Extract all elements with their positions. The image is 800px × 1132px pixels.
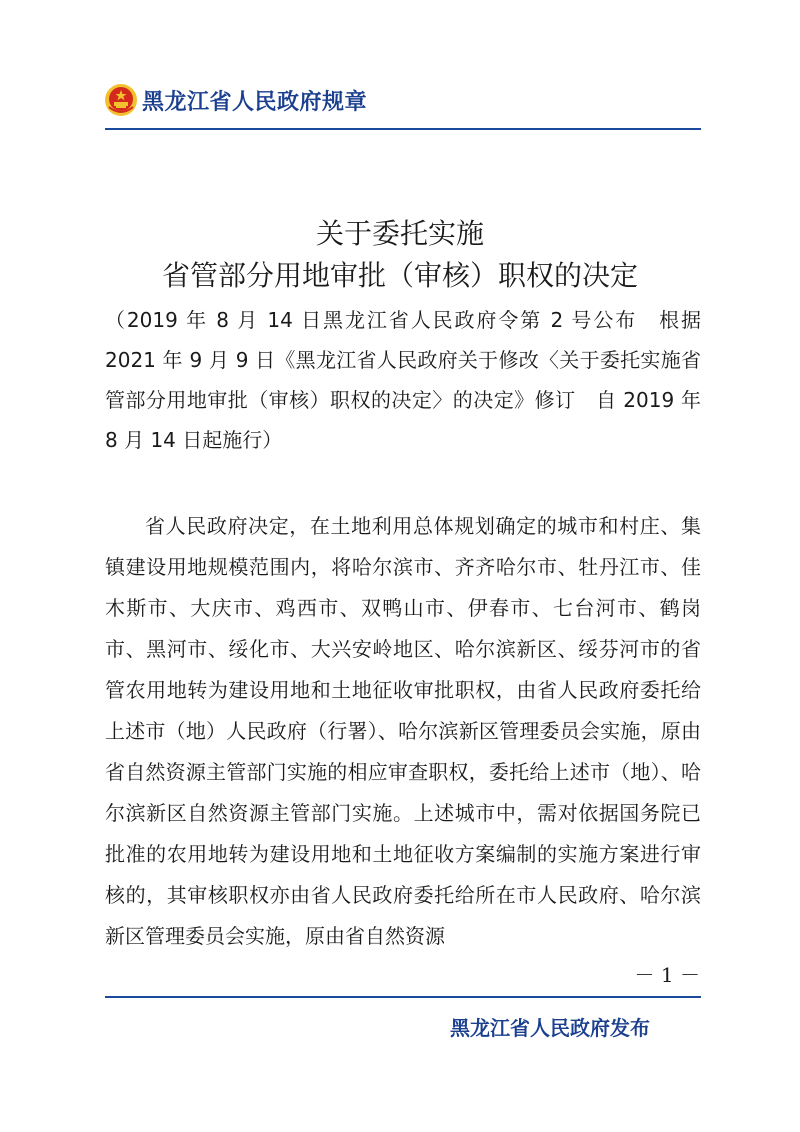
page-number: － 1 － bbox=[634, 963, 700, 987]
footer-publisher: 黑龙江省人民政府发布 bbox=[450, 1016, 650, 1040]
footer-divider bbox=[105, 996, 701, 998]
document-title-line1: 关于委托实施 bbox=[315, 217, 484, 250]
national-emblem-icon bbox=[104, 83, 138, 117]
header-divider bbox=[105, 128, 701, 130]
page-header bbox=[104, 82, 367, 118]
header-title: 黑龙江省人民政府规章 bbox=[142, 89, 368, 115]
document-note: （2019 年 8 月 14 日黑龙江省人民政府令第 2 号公布 根据 2021 年 9 月 9 日《黑龙江省人民政府关于修改〈关于委托实施省管部分用地审批（审核）职权的决定〉的决定》修订 自 2019 年 8 月 14 日起施行） bbox=[105, 308, 708, 452]
document-title-line2: 省管部分用地审批（审核）职权的决定 bbox=[161, 259, 638, 292]
document-body-paragraph: 省人民政府决定，在土地利用总体规划确定的城市和村庄、集镇建设用地规模范围内，将哈尔滨市、齐齐哈尔市、牡丹江市、佳木斯市、大庆市、鸡西市、双鸭山市、伊春市、七台河市、鹤岗市、黑河市、绥化市、大兴安岭地区、哈尔滨新区、绥芬河市的省管农用地转为建设用地和土地征收审批职权，由省人民政府委托给上述市（地）人民政府（行署）、哈尔滨新区管理委员会实施，原由省自然资源主管部门实施的相应审查职权，委托给上述市（地）、哈尔滨新区自然资源主管部门实施。上述城市中，需对依据国务院已批准的农用地转为建设用地和土地征收方案编制的实施方案进行审核的，其审核职权亦由省人民政府委托给所在市人民政府、哈尔滨新区管理委员会实施，原由省自然资源 bbox=[105, 514, 701, 948]
